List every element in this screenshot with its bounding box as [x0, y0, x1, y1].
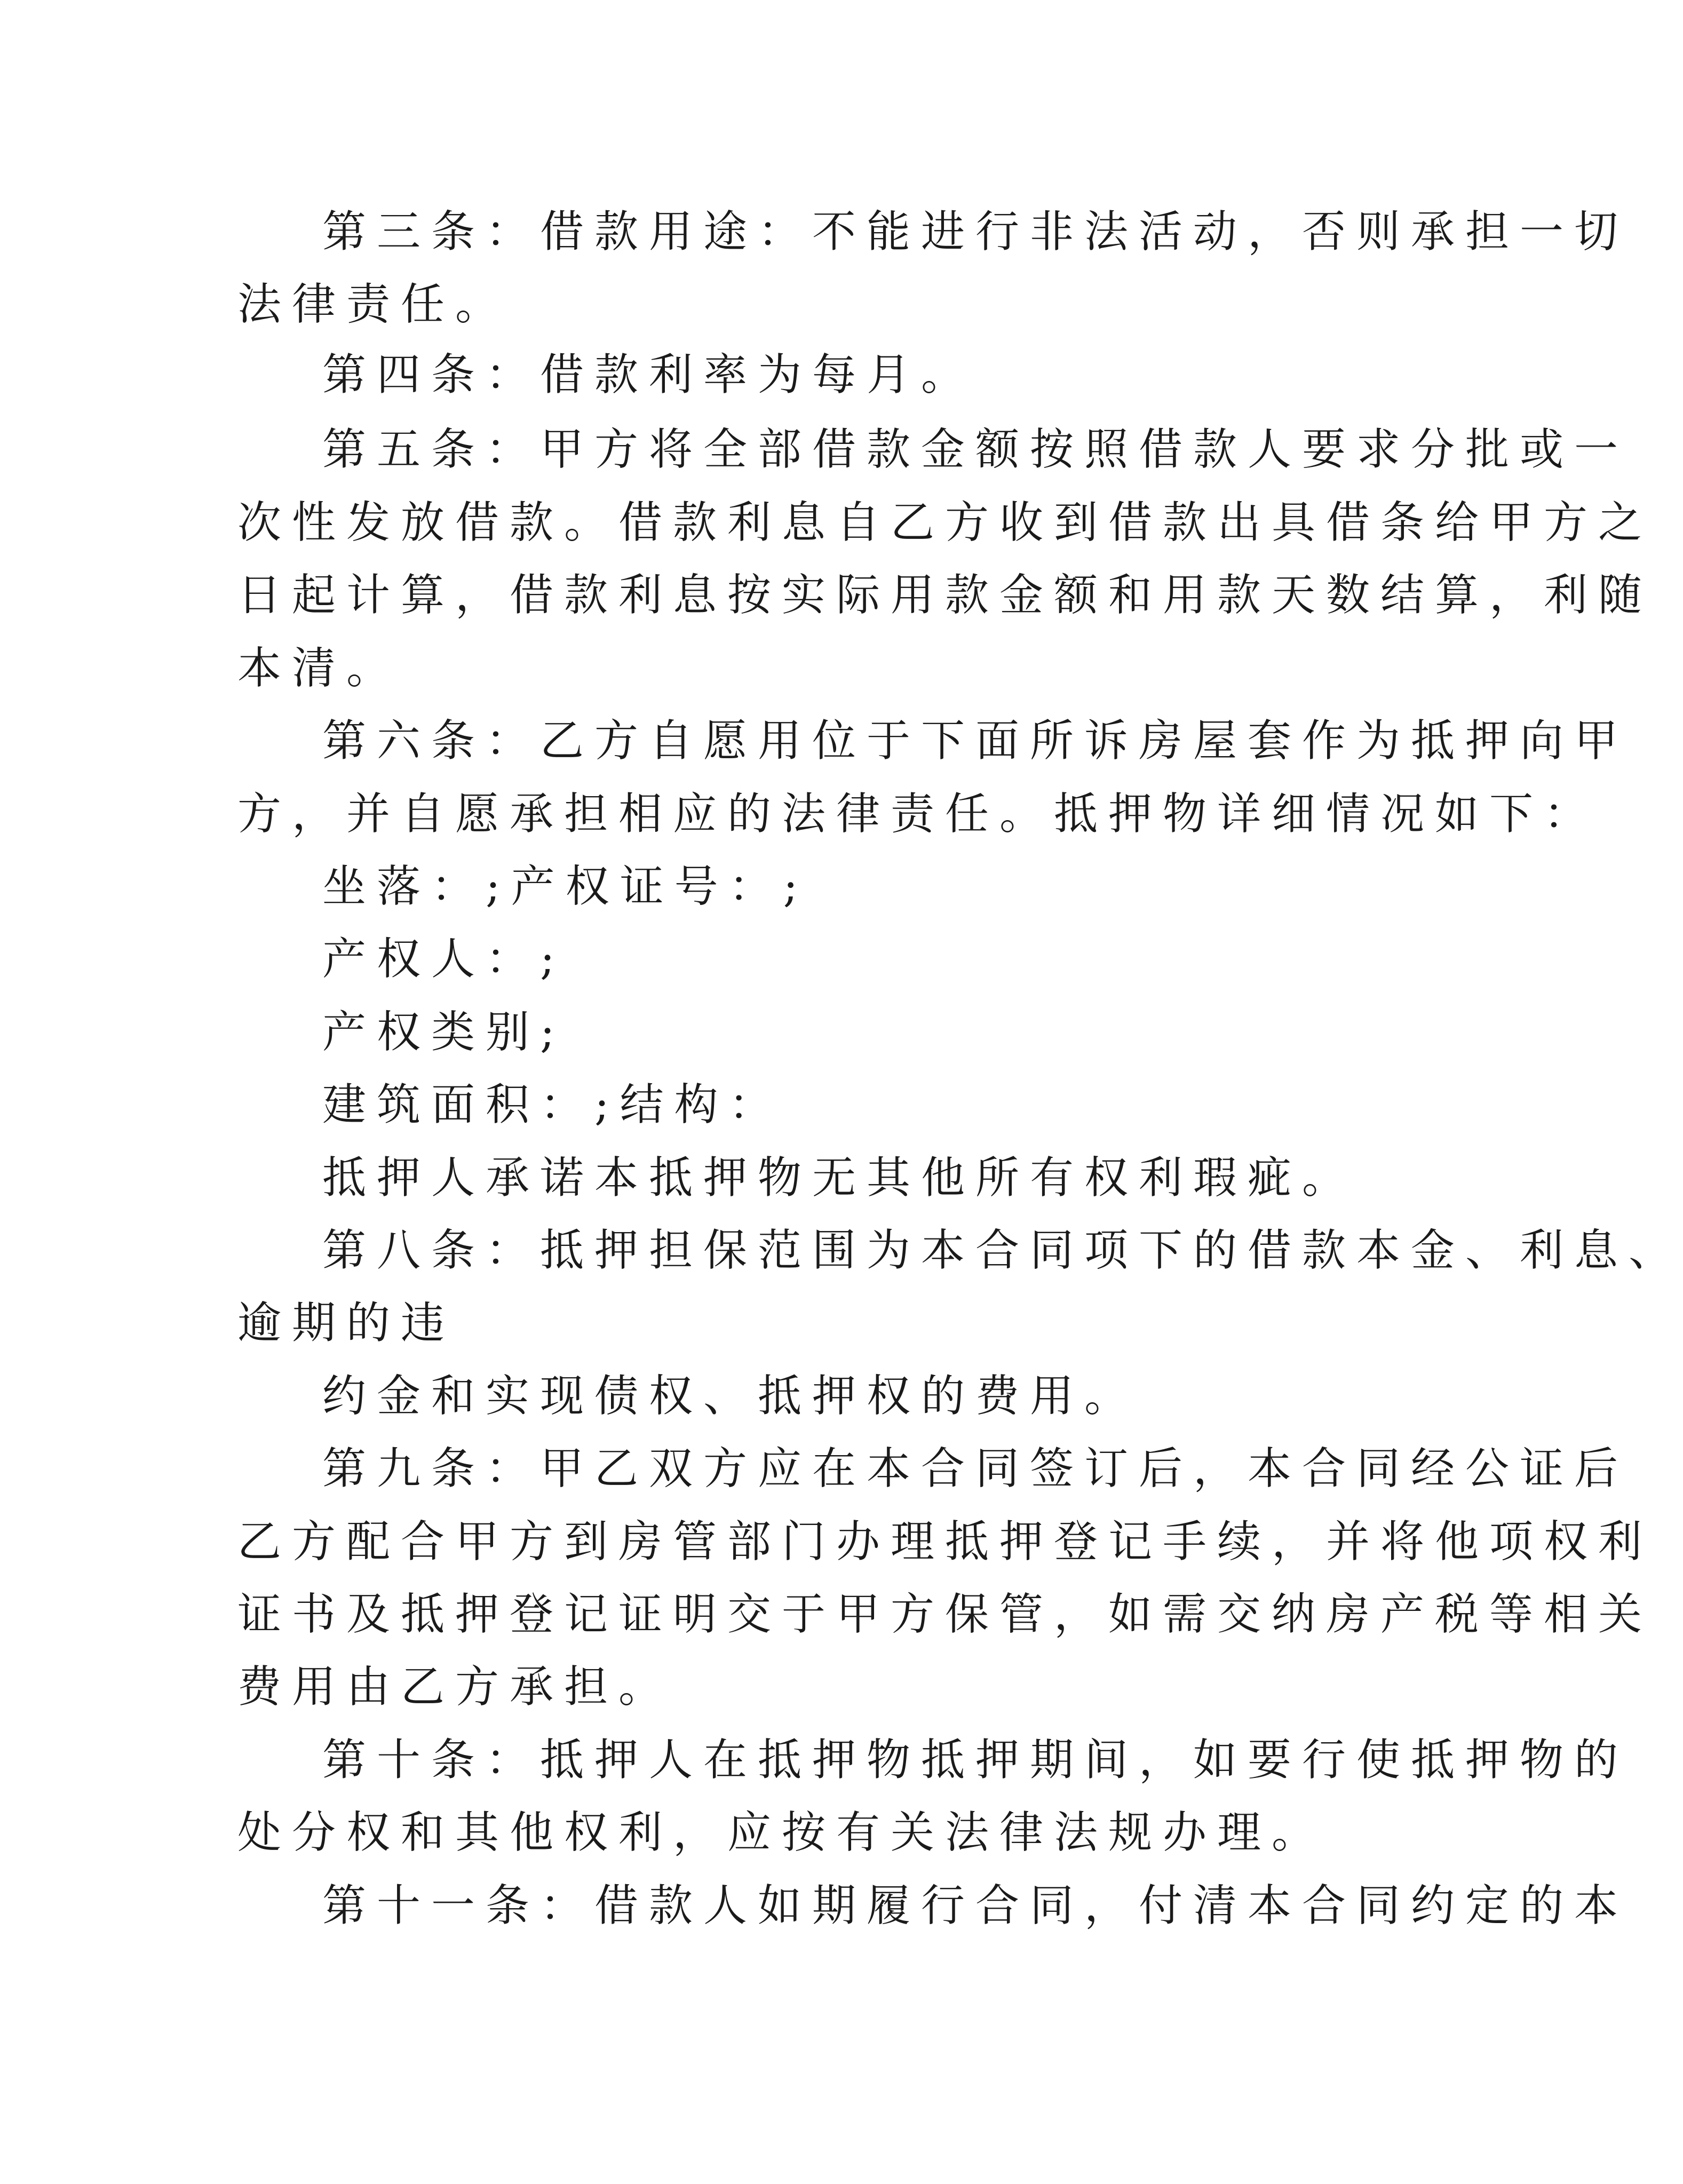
- text-line: 证书及抵押登记证明交于甲方保管，如需交纳房产税等相关: [237, 1589, 1653, 1640]
- text-line: 次性发放借款。借款利息自乙方收到借款出具借条给甲方之: [237, 497, 1653, 548]
- text-line: 本清。: [237, 643, 401, 694]
- text-line: 建筑面积：;结构：: [322, 1079, 783, 1130]
- text-line: 第三条：借款用途：不能进行非法活动，否则承担一切: [322, 207, 1629, 257]
- text-line: 产权类别;: [322, 1007, 566, 1058]
- text-line: 费用由乙方承担。: [237, 1662, 673, 1712]
- text-line: 第八条：抵押担保范围为本合同项下的借款本金、利息、: [322, 1225, 1683, 1276]
- text-line: 抵押人承诺本抵押物无其他所有权利瑕疵。: [322, 1153, 1357, 1203]
- text-line: 法律责任。: [237, 279, 510, 330]
- text-line: 逾期的违: [237, 1298, 456, 1348]
- text-line: 坐落：;产权证号：;: [322, 861, 809, 912]
- text-line: 乙方配合甲方到房管部门办理抵押登记手续，并将他项权利: [237, 1516, 1653, 1567]
- text-line: 第九条：甲乙双方应在本合同签订后，本合同经公证后: [322, 1443, 1629, 1494]
- text-line: 第四条：借款利率为每月。: [322, 350, 976, 400]
- text-line: 产权人：;: [322, 934, 566, 984]
- text-line: 方，并自愿承担相应的法律责任。抵押物详细情况如下：: [237, 789, 1599, 839]
- text-line: 第十一条：借款人如期履行合同，付清本合同约定的本: [322, 1880, 1629, 1931]
- text-line: 第十条：抵押人在抵押物抵押期间，如要行使抵押物的: [322, 1735, 1629, 1785]
- text-line: 日起计算，借款利息按实际用款金额和用款天数结算，利随: [237, 570, 1653, 621]
- text-line: 第五条：甲方将全部借款金额按照借款人要求分批或一: [322, 424, 1629, 475]
- text-line: 约金和实现债权、抵押权的费用。: [322, 1371, 1139, 1421]
- text-line: 第六条：乙方自愿用位于下面所诉房屋套作为抵押向甲: [322, 716, 1629, 766]
- text-line: 处分权和其他权利，应按有关法律法规办理。: [237, 1807, 1327, 1858]
